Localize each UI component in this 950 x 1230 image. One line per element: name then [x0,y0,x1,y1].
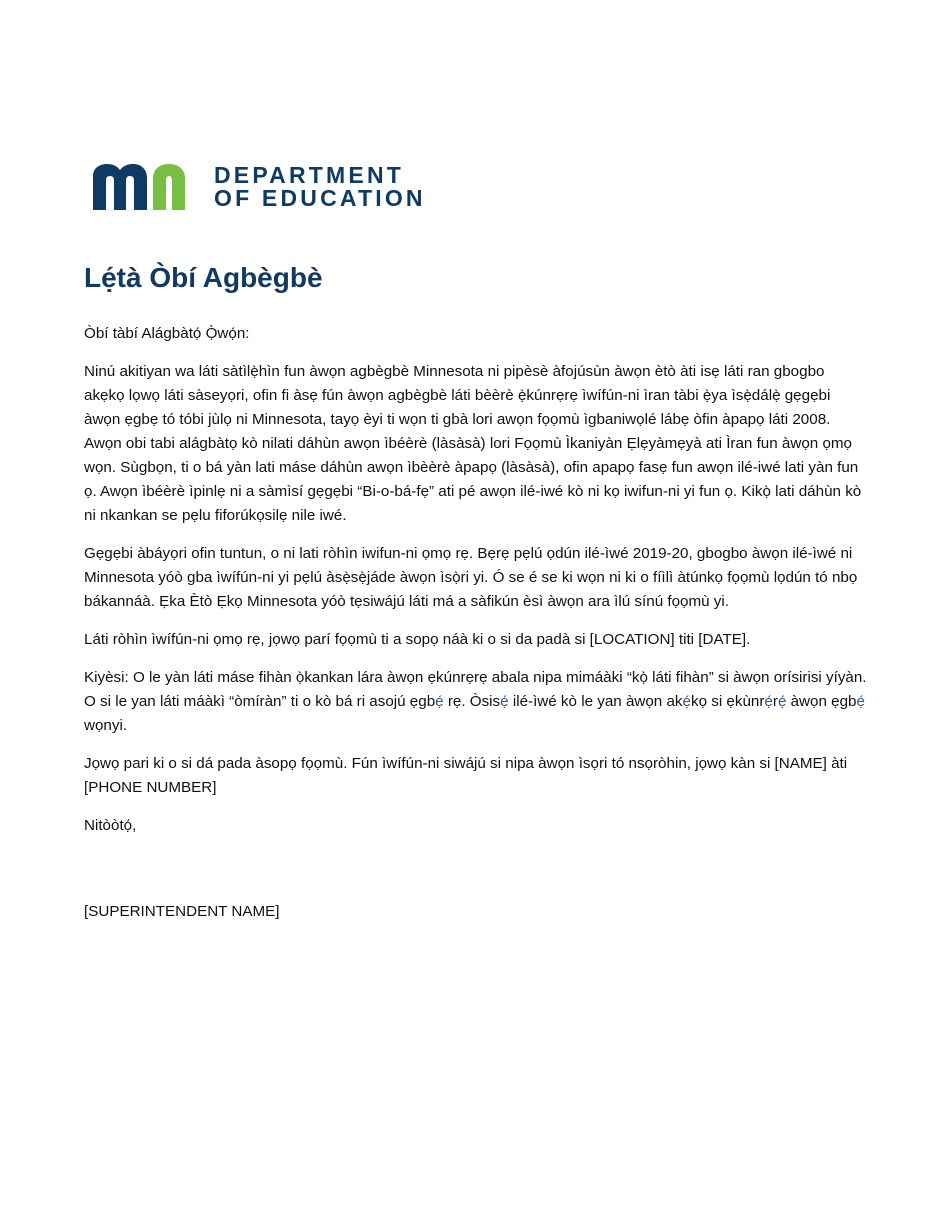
paragraph-5: Jọwọ pari ki o si dá pada àsopọ fọọmù. Fún ìwífún-ni siwájú si nipa àwọn ìsọri tó nsọròhin, jọwọ kàn si [NAME] àti [PHONE NUMBER] [84,755,848,796]
paragraph-4-part: kọ si ẹkùnr [690,693,765,710]
paragraph-4-part: àwọn ẹgb [786,693,857,710]
paragraph-4-accent: ẹ́ [435,693,444,710]
paragraph-4-accent: ẹ́ [777,693,787,710]
paragraph-4-part: rẹ. Òsis [443,693,501,710]
logo-wordmark [214,164,426,210]
paragraph-4 [84,666,869,738]
closing: Nitòòtọ́, [84,817,137,834]
paragraph-4-part: Kiyèsi: O le yàn láti máse fihàn ọ̀kankan lára àwọn ẹkúnrẹrẹ abala nipa mimáàki “kọ̀ láti fihàn” si àwọn orísirisi yíyàn. O si le yan láti máàkì “òmíràn” ti o kò bá ri asojú ẹgb [84,669,867,710]
paragraph-4-accent: ẹ́ [764,693,773,710]
paragraph-4-part: wọnyi. [84,717,128,734]
paragraph-4-part: r [772,693,778,710]
paragraph-3: Láti ròhìn ìwífún-ni ọmọ rẹ, jọwọ parí fọọmù ti a sopọ náà ki o si da padà si [LOCATION] titi [DATE]. [84,631,751,648]
department-of-education-logo [93,163,426,211]
paragraph-4-accent: ẹ́ [682,693,691,710]
paragraph-4-accent: ẹ́ [856,693,865,710]
signature: [SUPERINTENDENT NAME] [84,903,280,920]
letter-body [84,322,869,938]
logo-line-1: DEPARTMENT [214,162,405,188]
letter-title: Lẹ́tà Òbí Agbègbè [84,262,323,293]
salutation: Òbí tàbí Alágbàtọ́ Ọ̀wọ́n: [84,325,250,342]
logo-line-2: OF EDUCATION [214,185,426,211]
paragraph-2: Gẹgẹbi àbáyọri ofin tuntun, o ni lati ròhìn iwifun-ni ọmọ rẹ. Bẹrẹ pẹlú ọdún ilé-ìwé 2019-20, gbogbo àwọn ilé-ìwé ni Minnesota yóò gba ìwífún-ni yi pẹlú àsẹ̀sẹ̀jáde àwọn ìsọ̀ri yi. Ó se é se ki wọn ni ki o fíìlì àtúnkọ fọọmù lọdún tó nbọ bákannáà. Ẹka Ètò Ẹkọ Minnesota yóò tẹsiwájú láti má a sàfikún èsì àwọn ara ìlú sínú fọọmù yi. [84,545,858,610]
paragraph-4-accent: ẹ́ [500,693,509,710]
minnesota-mn-logo-icon [93,164,198,210]
paragraph-4-part: ilé-ìwé kò le yan àwọn ak [508,693,683,710]
paragraph-1: Ninú akitiyan wa láti sàtìlẹ̀hìn fun àwọn agbègbè Minnesota ni pipèsè àfojúsùn àwọn ètò àti isẹ láti ran gbogbo akẹkọ lọwọ láti sàseyọri, ofin fi àsẹ fún àwọn agbègbè láti bèèrè ẹ̀kúnrẹrẹ ìwífún-ni ìran tàbi ẹ̀ya ìsẹ̀dálẹ̀ gẹgẹbi àwọn ẹgbẹ tó tóbi jùlọ ni Minnesota, tayọ èyi ti wọn ti gbà lori awọn fọọmù ìgbaniwọlé lábẹ òfin àpapọ láti 2008. Awọn obi tabi alágbàtọ kò nilati dáhùn awọn ìbéèrè (làsàsà) lori Fọọmù Ìkaniyàn Ẹlẹyàmẹyà ati Ìran fun àwọn ọmọ wọn. Sùgbọn, ti o bá yàn lati máse dáhùn awọn ìbèèrè àpapọ (làsàsà), ofin apapọ fasẹ fun awọn ilé-iwé lati yàn fun ọ. Awọn ìbéèrè ìpinlẹ ni a sàmìsí gẹgẹbi “Bi-o-bá-fẹ” ati pé awọn ilé-iwé kò ni kọ iwifun-ni yi fun ọ. Kikọ̀ lati dáhùn kò ni nkankan se pẹlu fiforúkọsilẹ nile iwé. [84,363,862,524]
